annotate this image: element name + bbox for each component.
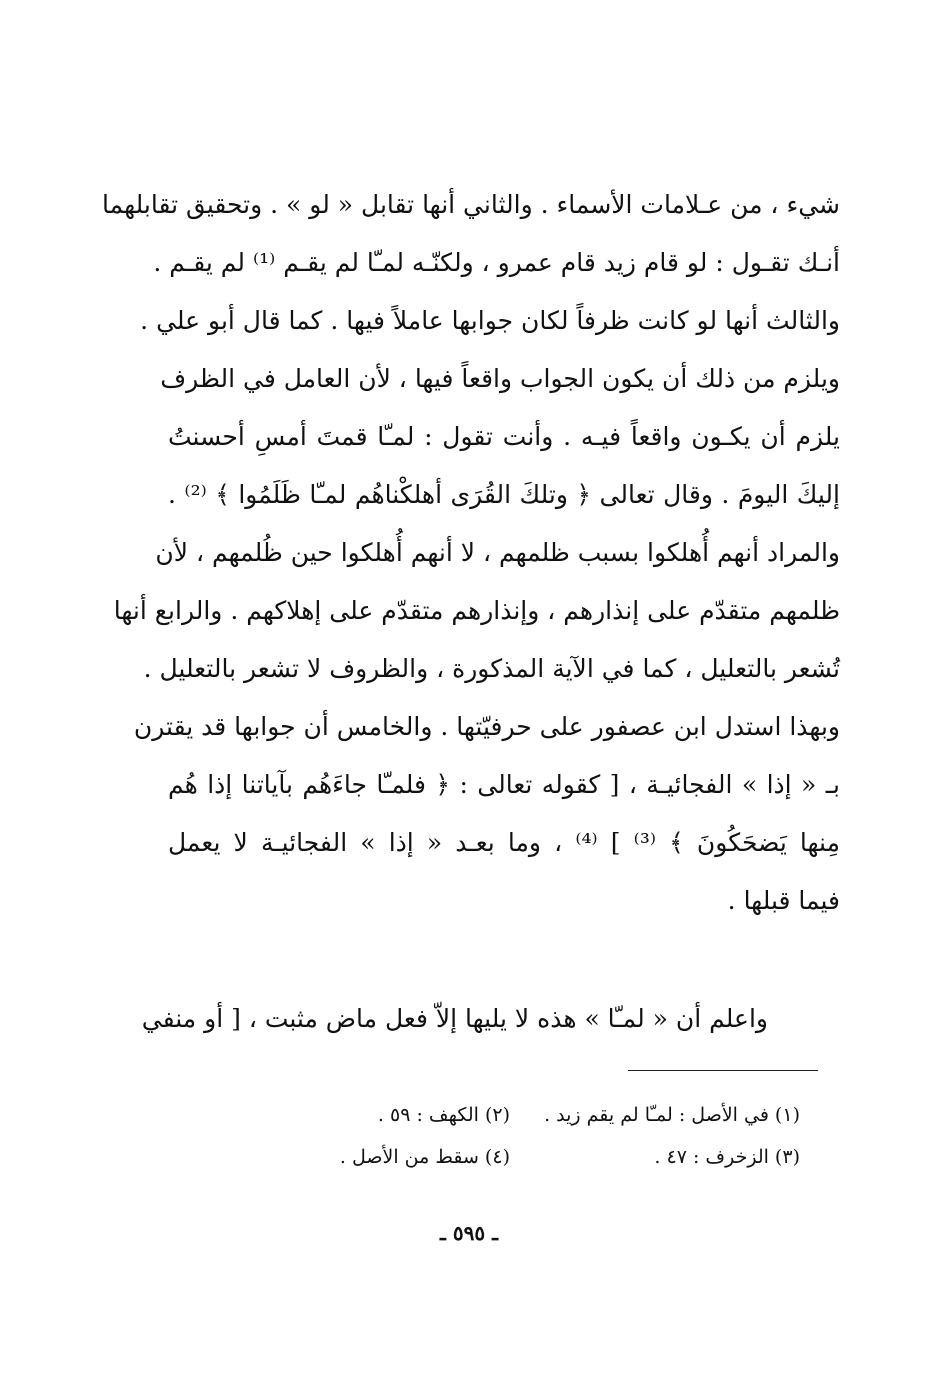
- text-line-9: تُشعر بالتعليل ، كما في الآية المذكورة ، والظروف لا تشعر بالتعليل .: [143, 654, 840, 683]
- footnote-3: (٣) الزخرف : ٤٧ .: [654, 1146, 800, 1168]
- footnote-row: [220, 1136, 800, 1178]
- second-paragraph: [141, 990, 840, 1048]
- footnote-1: (١) في الأصل : لمـّا لم يقم زيد .: [544, 1104, 800, 1126]
- text-line-1: شيء ، من عـلامات الأسماء . والثاني أنها تقابل « لو » . وتحقيق تقابلهما: [102, 190, 840, 219]
- text-line-7: والمراد أنهم أُهلكوا بسبب ظلمهم ، لا أنهم أُهلكوا حين ظُلمهم ، لأن: [155, 538, 840, 567]
- text-line-5: يلزم أن يكـون واقعاً فيـه . وأنت تقول : لمـّا قمتَ أمسِ أحسنتُ: [168, 422, 840, 451]
- footnote-4: (٤) سقط من الأصل .: [339, 1146, 510, 1168]
- text-line-4: ويلزم من ذلك أن يكون الجواب واقعاً فيها ، لأن العامل في الظرف: [160, 364, 840, 393]
- text-line-13: فيما قبلها .: [727, 886, 840, 915]
- text-line-8: ظلمهم متقدّم على إنذارهم ، وإنذارهم متقدّم على إهلاكهم . والرابع أنها: [113, 596, 840, 625]
- text-line-10: وبهذا استدل ابن عصفور على حرفيّتها . والخامس أن جوابها قد يقترن: [133, 712, 840, 741]
- footnote-row: [220, 1094, 800, 1136]
- footnote-2: (٢) الكهف : ٥٩ .: [377, 1104, 510, 1126]
- text-line-6: إليكَ اليومَ . وقال تعالى ﴿ وتلكَ القُرَى أهلكْناهُم لمـّا ظَلَمُوا ﴾ ⁽²⁾ .: [168, 480, 840, 509]
- main-paragraph: [102, 176, 840, 930]
- footnotes: [220, 1094, 800, 1178]
- text-line-3: والثالث أنها لو كانت ظرفاً لكان جوابها عاملاً فيها . كما قال أبو علي .: [140, 306, 840, 335]
- page-number: ـ ٥٩٥ ـ: [440, 1221, 498, 1245]
- text-line-12: مِنها يَضحَكُونَ ﴾ ⁽³⁾ ] ⁽⁴⁾ ، وما بعـد « إذا » الفجائيـة لا يعمل: [168, 828, 840, 857]
- text-line-2: أنـك تقـول : لو قام زيد قام عمرو ، ولكنّـه لمـّا لم يقـم ⁽¹⁾ لم يقـم .: [153, 248, 840, 277]
- footnote-separator: [628, 1070, 818, 1071]
- para2-line-1: واعلم أن « لمـّا » هذه لا يليها إلاّ فعل ماض مثبت ، [ أو منفي: [141, 1004, 768, 1033]
- text-line-11: بـ « إذا » الفجائيـة ، [ كقوله تعالى : ﴿ فلمـّا جاءَهُم بآياتنا إذا هُم: [168, 770, 840, 799]
